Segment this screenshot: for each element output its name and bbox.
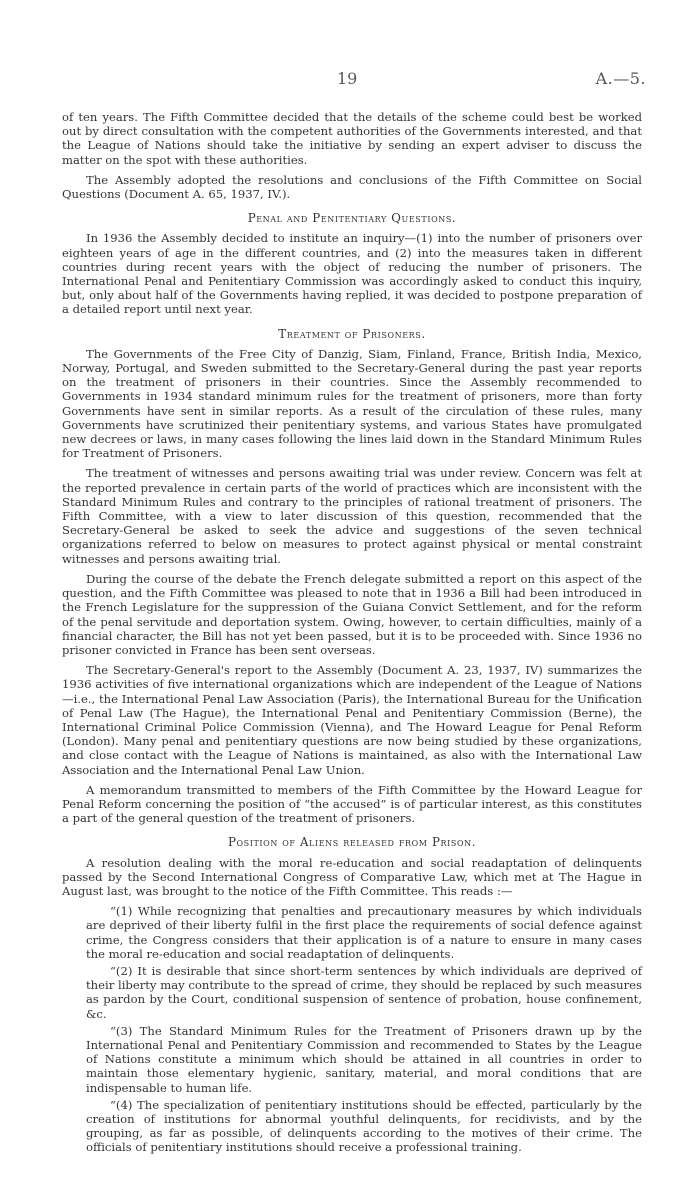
page-number: 19: [337, 69, 358, 88]
document-reference: A.—5.: [595, 69, 646, 88]
paragraph: The Governments of the Free City of Danzig, Siam, Finland, France, British India, Mexico, Norway, Portugal, and Sweden submitted to the Secretary-General during the past year reports on the treatment of prisoners in their countries. Since the Assembly recommended to Governments in 1934 standard minimum rules for the treatment of prisoners, more than forty Governments have sent in similar reports. As a result of the circulation of these rules, many Governments have scrutinized their penitentiary systems, and various States have promulgated new decrees or laws, in many cases following the lines laid down in the Standard Minimum Rules for Treatment of Prisoners.: [62, 346, 642, 461]
paragraph: In 1936 the Assembly decided to institute an inquiry—(1) into the number of prisoners over eighteen years of age in the different countries, and (2) into the measures taken in different countries during recent years with the object of reducing the number of prisoners. The International Penal and Penitentiary Commission was accordingly asked to conduct this inquiry, but, only about half of the Governments having replied, it was decided to postpone preparation of a detailed report until next year.: [62, 231, 642, 317]
paragraph: The treatment of witnesses and persons awaiting trial was under review. Concern was felt at the reported prevalence in certain parts of the world of practices which are inconsistent with the Standard Minimum Rules and contrary to the principles of rational treatment of prisoners. The Fifth Committee, with a view to later discussion of this question, recommended that the Secretary-General be asked to seek the advice and suggestions of the seven technical organizations referred to below on measures to protect against physical or mental constraint witnesses and persons awaiting trial.: [62, 466, 642, 566]
document-body: [62, 110, 642, 1158]
paragraph: of ten years. The Fifth Committee decided that the details of the scheme could best be worked out by direct consultation with the competent authorities of the Governments interested, and that the League of Nations should take the initiative by sending an expert adviser to discuss the matter on the spot with these authorities.: [62, 110, 642, 167]
quoted-resolution: [86, 904, 642, 1154]
paragraph: A resolution dealing with the moral re-education and social readaptation of delinquents passed by the Second International Congress of Comparative Law, which met at The Hague in August last, was brought to the notice of the Fifth Committee. This reads :—: [62, 855, 642, 898]
section-heading-aliens: Position of Aliens released from Prison.: [227, 835, 477, 850]
quote-paragraph: “(4) The specialization of penitentiary institutions should be effected, particularly by the creation of institutions for abnormal youthful delinquents, for recidivists, and by the grouping, as far as possible, of delinquents according to the motives of their crime. The officials of penitentiary institutions should receive a professional training.: [86, 1097, 642, 1155]
section-heading-penal: Penal and Penitentiary Questions.: [247, 211, 457, 226]
paragraph: A memorandum transmitted to members of the Fifth Committee by the Howard League for Penal Reform concerning the position of “the accused” is of particular interest, as this constitutes a part of the general question of the treatment of prisoners.: [62, 782, 642, 826]
quote-paragraph: “(2) It is desirable that since short-term sentences by which individuals are deprived of their liberty may contribute to the spread of crime, they should be replaced by such measures as pardon by the Court, conditional suspension of sentence of probation, house confinement, &c.: [86, 963, 642, 1021]
paragraph: The Assembly adopted the resolutions and conclusions of the Fifth Committee on Social Questions (Document A. 65, 1937, IV.).: [62, 172, 642, 202]
section-heading-treatment: Treatment of Prisoners.: [278, 326, 426, 341]
paragraph: During the course of the debate the French delegate submitted a report on this aspect of the question, and the Fifth Committee was pleased to note that in 1936 a Bill had been introduced in the French Legislature for the suppression of the Guiana Convict Settlement, and for the reform of the penal servitude and deportation system. Owing, however, to certain difficulties, mainly of a financial character, the Bill has not yet been passed, but it is to be proceeded with. Since 1936 no prisoner convicted in France has been sent overseas.: [62, 571, 642, 657]
quote-paragraph: “(1) While recognizing that penalties and precautionary measures by which individuals are deprived of their liberty fulfil in the first place the requirements of social defence against crime, the Congress considers that their application is of a nature to ensure in many cases the moral re-education and social readaptation of delinquents.: [86, 904, 642, 961]
quote-paragraph: “(3) The Standard Minimum Rules for the Treatment of Prisoners drawn up by the International Penal and Penitentiary Commission and recommended to States by the League of Nations constitute a minimum which should be attained in all countries in order to maintain those elementary hygienic, sanitary, material, and moral conditions that are indispensable to human life.: [86, 1023, 642, 1095]
paragraph: The Secretary-General's report to the Assembly (Document A. 23, 1937, IV) summarizes the 1936 activities of five international organizations which are independent of the League of Nations—i.e., the International Penal Law Association (Paris), the International Bureau for the Unification of Penal Law (The Hague), the International Penal and Penitentiary Commission (Berne), the International Criminal Police Commission (Vienna), and The Howard League for Penal Reform (London). Many penal and penitentiary questions are now being studied by these organizations, and close contact with the League of Nations is maintained, as also with the International Law Association and the International Penal Law Union.: [62, 663, 642, 777]
page-header: [62, 69, 646, 94]
